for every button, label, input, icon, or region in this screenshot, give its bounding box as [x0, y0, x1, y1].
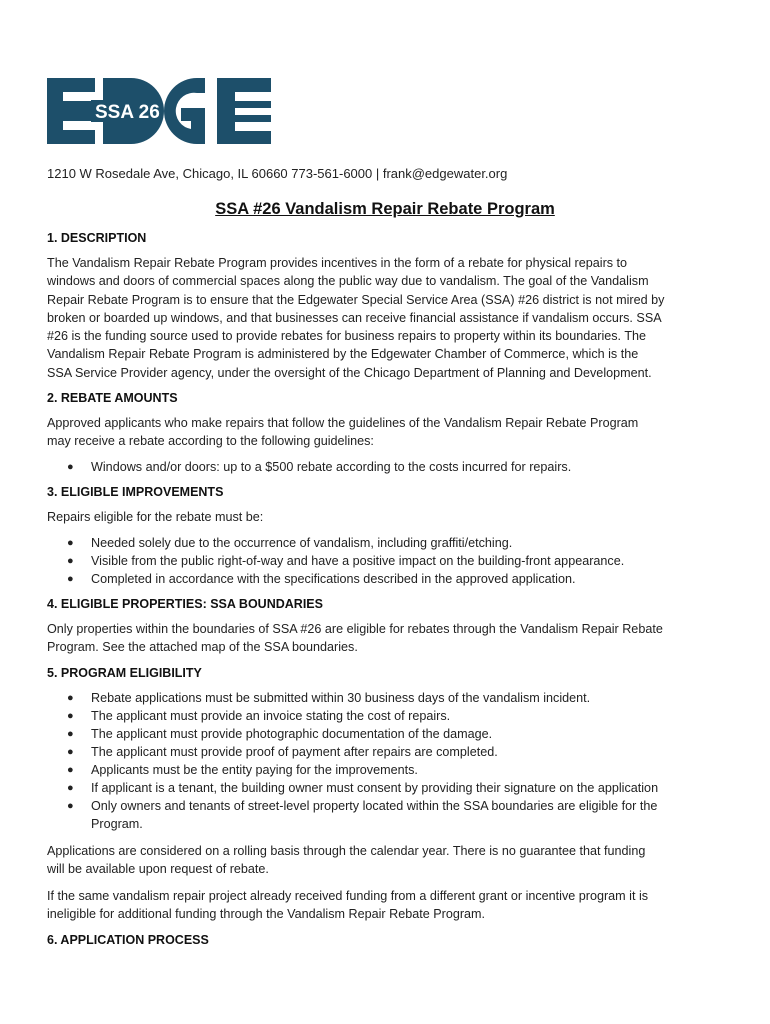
- paragraph-line: windows and doors of commercial spaces along the public way due to vandalism. The goal of the Vandalism: [47, 274, 649, 289]
- logo-ssa-text: SSA 26: [95, 102, 160, 123]
- list-item: ● If applicant is a tenant, the building owner must consent by providing their signature on the application: [67, 780, 659, 795]
- bullet-icon: ●: [67, 727, 74, 740]
- list-item: ● Visible from the public right-of-way and have a positive impact on the building-front appearance.: [67, 553, 625, 568]
- paragraph-line: SSA Service Provider agency, under the oversight of the Chicago Department of Planning and Development.: [47, 365, 652, 380]
- section-heading: 4. ELIGIBLE PROPERTIES: SSA BOUNDARIES: [47, 596, 323, 611]
- paragraph-line: Applications are considered on a rolling basis through the calendar year. There is no guarantee that funding: [47, 843, 646, 858]
- list-item: ● The applicant must provide proof of payment after repairs are completed.: [67, 744, 498, 759]
- bullet-icon: ●: [67, 709, 74, 722]
- paragraph-line: Approved applicants who make repairs that follow the guidelines of the Vandalism Repair Rebate Program: [47, 416, 639, 431]
- paragraph-line: Repair Rebate Program is to ensure that the Edgewater Special Service Area (SSA) #26 district is not mired by: [47, 292, 665, 307]
- section-application-process: [47, 932, 732, 948]
- section-heading: 3. ELIGIBLE IMPROVEMENTS: [47, 484, 224, 499]
- logo-graphic: [47, 78, 271, 144]
- paragraph-line: will be available upon request of rebate.: [47, 861, 269, 876]
- list-item: ● Rebate applications must be submitted within 30 business days of the vandalism incident.: [67, 690, 591, 705]
- bullet-list: [47, 689, 732, 833]
- bullet-icon: ●: [67, 554, 74, 567]
- bullet-icon: ●: [67, 572, 74, 585]
- list-item: ● Completed in accordance with the specifications described in the approved application.: [67, 571, 576, 586]
- bullet-icon: ●: [67, 460, 74, 473]
- list-item: ● The applicant must provide photographic documentation of the damage.: [67, 726, 493, 741]
- list-item: ● Windows and/or doors: up to a $500 rebate according to the costs incurred for repairs.: [67, 459, 572, 474]
- paragraph-line: broken or boarded up windows, and that businesses can receive financial assistance if vandalism occurs. SSA: [47, 310, 662, 325]
- document-title: SSA #26 Vandalism Repair Rebate Program: [215, 200, 555, 218]
- paragraph-line: Program. See the attached map of the SSA boundaries.: [47, 640, 358, 655]
- list-item: ● The applicant must provide an invoice stating the cost of repairs.: [67, 708, 451, 723]
- document-body: [47, 230, 732, 948]
- section-heading: 2. REBATE AMOUNTS: [47, 391, 178, 406]
- section-eligible-properties: [47, 596, 732, 657]
- section-rebate-amounts: [47, 390, 732, 476]
- paragraph-line: The Vandalism Repair Rebate Program provides incentives in the form of a rebate for physical repairs to: [47, 256, 628, 270]
- list-item: ● Needed solely due to the occurrence of vandalism, including graffiti/etching.: [67, 535, 513, 550]
- bullet-icon: ●: [67, 799, 74, 812]
- bullet-list: [47, 458, 732, 476]
- paragraph-line: may receive a rebate according to the following guidelines:: [47, 434, 374, 449]
- paragraph-line: If the same vandalism repair project already received funding from a different grant or incentive program it is: [47, 889, 649, 904]
- list-item: ● Applicants must be the entity paying for the improvements.: [67, 762, 418, 777]
- edge-ssa26-logo: [47, 78, 271, 144]
- list-item: ● Only owners and tenants of street-level property located within the SSA boundaries are eligible for the Program.: [67, 798, 658, 831]
- bullet-list: [47, 534, 732, 588]
- section-heading: 5. PROGRAM ELIGIBILITY: [47, 665, 202, 680]
- paragraph-line: ineligible for additional funding through the Vandalism Repair Rebate Program.: [47, 907, 486, 922]
- bullet-icon: ●: [67, 691, 74, 704]
- contact-line: 1210 W Rosedale Ave, Chicago, IL 60660 773-561-6000 | frank@edgewater.org: [47, 166, 508, 181]
- paragraph-line: Only properties within the boundaries of SSA #26 are eligible for rebates through the Vandalism Repair Rebate: [47, 621, 663, 636]
- section-heading: 6. APPLICATION PROCESS: [47, 932, 209, 947]
- bullet-icon: ●: [67, 745, 74, 758]
- paragraph-line: #26 is the funding source used to provide rebates for business repairs to property within its boundaries. The: [47, 329, 647, 344]
- bullet-icon: ●: [67, 763, 74, 776]
- section-description: [47, 230, 732, 382]
- paragraph-line: Repairs eligible for the rebate must be:: [47, 509, 264, 524]
- bullet-icon: ●: [67, 536, 74, 549]
- bullet-icon: ●: [67, 781, 74, 794]
- section-heading: 1. DESCRIPTION: [47, 231, 147, 245]
- section-eligible-improvements: [47, 484, 732, 588]
- section-program-eligibility: [47, 665, 732, 924]
- paragraph-line: Vandalism Repair Rebate Program is administered by the Edgewater Chamber of Commerce, which is the: [47, 347, 639, 362]
